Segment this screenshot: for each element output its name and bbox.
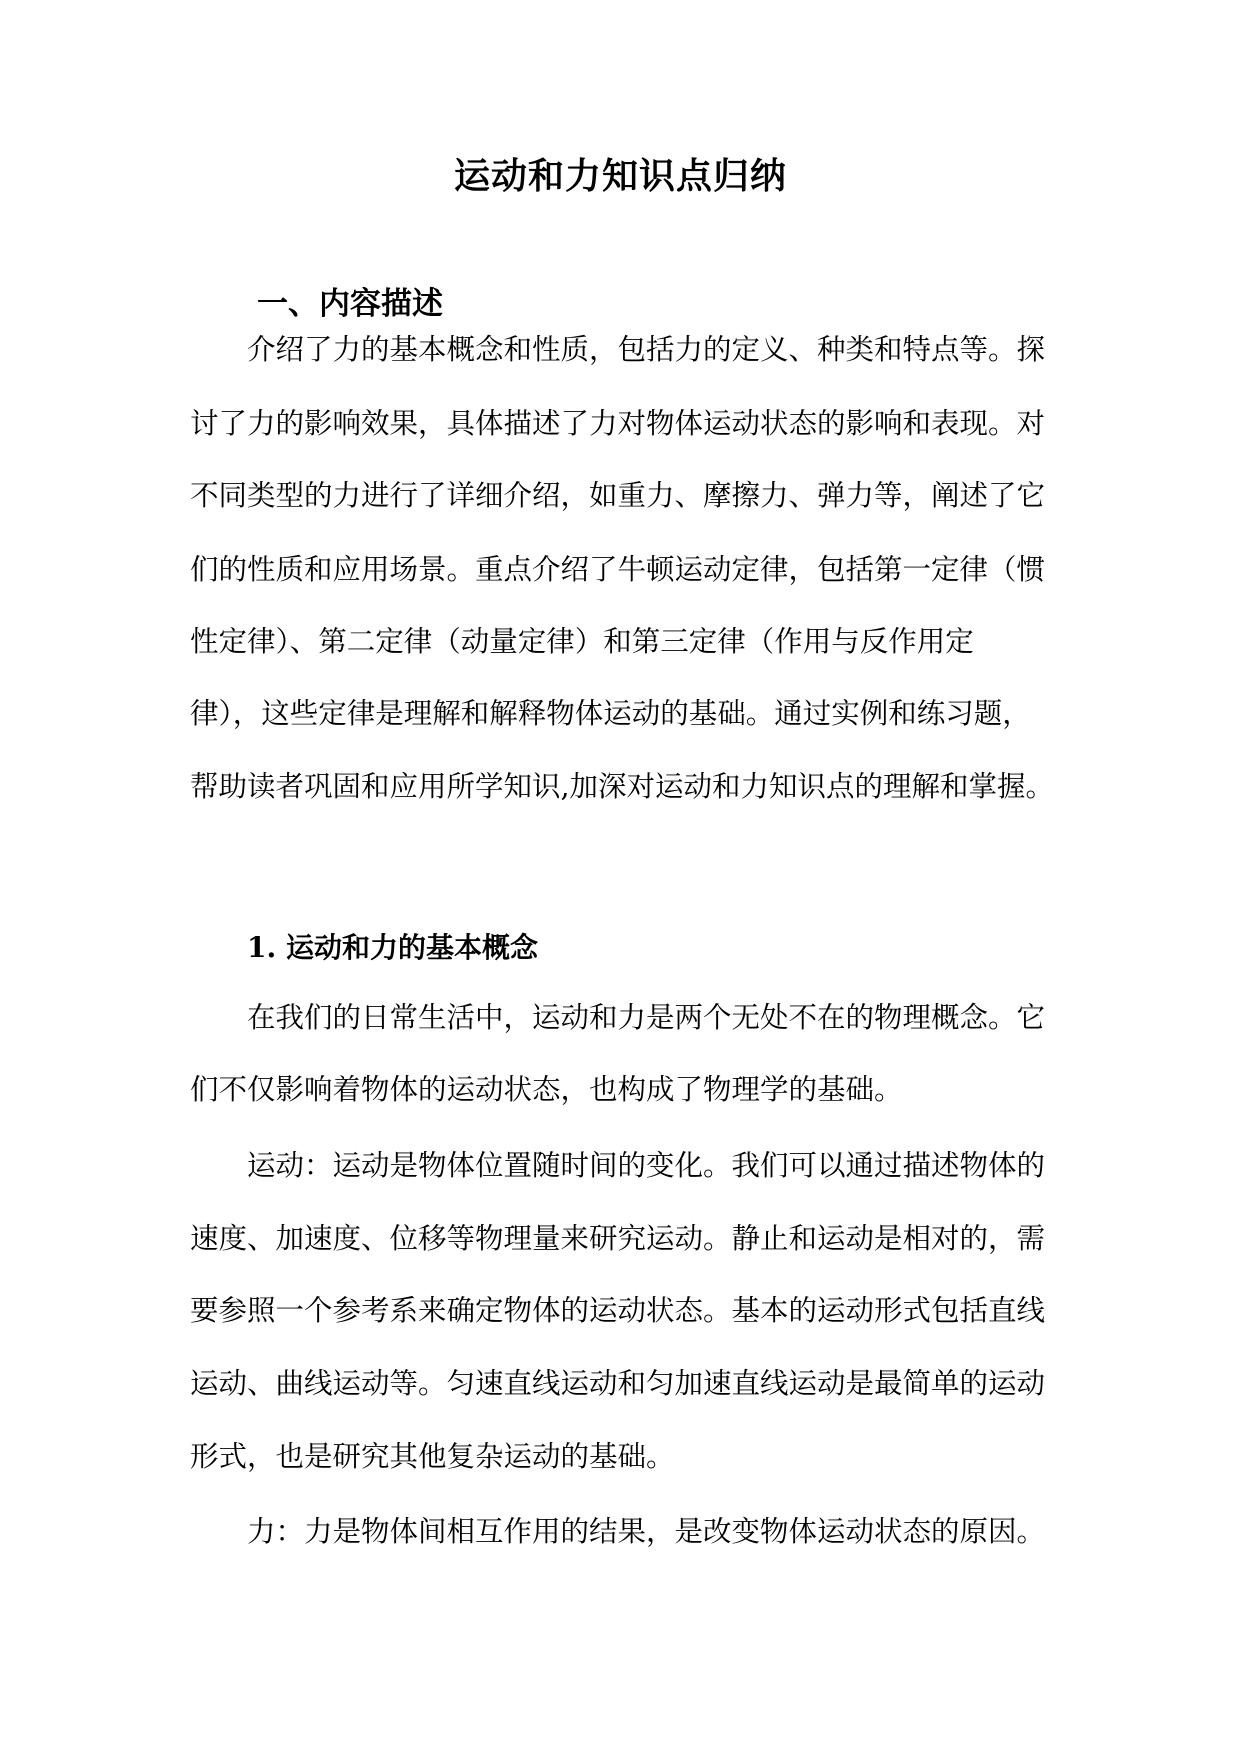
paragraph-line: 运动：运动是物体位置随时间的变化。我们可以通过描述物体的 xyxy=(247,1149,1046,1182)
paragraph-line: 讨了力的影响效果，具体描述了力对物体运动状态的影响和表现。对 xyxy=(190,407,1046,440)
section-heading: 一、内容描述 xyxy=(257,286,443,322)
paragraph-line: 速度、加速度、位移等物理量来研究运动。静止和运动是相对的，需 xyxy=(190,1222,1046,1255)
paragraph-line: 在我们的日常生活中，运动和力是两个无处不在的物理概念。它 xyxy=(247,1001,1046,1034)
page-title: 运动和力知识点归纳 xyxy=(453,155,787,197)
sub-heading: 1. 运动和力的基本概念 xyxy=(247,931,538,964)
paragraph-line: 不同类型的力进行了详细介绍，如重力、摩擦力、弹力等，阐述了它 xyxy=(190,479,1046,512)
paragraph-line: 要参照一个参考系来确定物体的运动状态。基本的运动形式包括直线 xyxy=(190,1294,1046,1327)
paragraph-line: 们的性质和应用场景。重点介绍了牛顿运动定律，包括第一定律（惯 xyxy=(190,553,1046,586)
paragraph-line: 运动、曲线运动等。匀速直线运动和匀加速直线运动是最简单的运动 xyxy=(190,1367,1046,1400)
paragraph-line: 们不仅影响着物体的运动状态，也构成了物理学的基础。 xyxy=(190,1073,903,1106)
paragraph-line: 力：力是物体间相互作用的结果，是改变物体运动状态的原因。 xyxy=(247,1515,1046,1548)
paragraph-line: 帮助读者巩固和应用所学知识,加深对运动和力知识点的理解和掌握。 xyxy=(190,770,1055,803)
paragraph-line: 形式，也是研究其他复杂运动的基础。 xyxy=(190,1440,675,1473)
paragraph-line: 性定律）、第二定律（动量定律）和第三定律（作用与反作用定 xyxy=(190,625,974,658)
paragraph-line: 介绍了力的基本概念和性质，包括力的定义、种类和特点等。探 xyxy=(247,333,1046,366)
paragraph-line: 律），这些定律是理解和解释物体运动的基础。通过实例和练习题， xyxy=(190,697,1031,730)
